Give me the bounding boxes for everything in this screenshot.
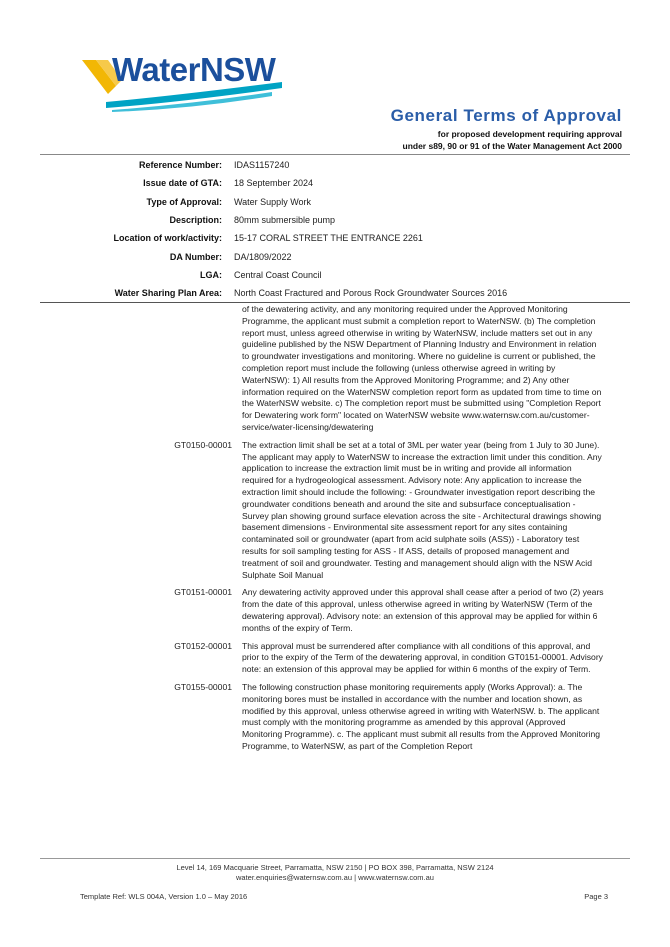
condition-item bbox=[88, 587, 604, 634]
condition-code: GT0152-00001 bbox=[174, 640, 232, 651]
detail-label: Description: bbox=[169, 215, 222, 226]
approval-details bbox=[40, 156, 630, 302]
detail-value: 15-17 CORAL STREET THE ENTRANCE 2261 bbox=[234, 233, 423, 244]
logo-text: WaterNSW bbox=[112, 51, 276, 88]
footer-divider bbox=[40, 858, 630, 859]
detail-label: Issue date of GTA: bbox=[143, 178, 222, 189]
detail-row-lga bbox=[40, 266, 630, 284]
detail-value: 18 September 2024 bbox=[234, 178, 314, 189]
detail-label: Reference Number: bbox=[138, 160, 222, 171]
condition-code: GT0151-00001 bbox=[174, 587, 232, 598]
header-divider bbox=[40, 154, 630, 155]
page-subtitle bbox=[403, 128, 623, 152]
footer-address bbox=[0, 863, 670, 883]
detail-label: Location of work/activity: bbox=[113, 233, 222, 244]
detail-row-water-sharing-plan bbox=[40, 284, 630, 302]
detail-value: DA/1809/2022 bbox=[234, 251, 292, 262]
condition-code: GT0155-00001 bbox=[174, 681, 232, 692]
detail-row-da-number bbox=[40, 247, 630, 265]
condition-code: GT0150-00001 bbox=[174, 439, 232, 450]
condition-text: The following construction phase monitoring requirements apply (Works Approval): a. The monitoring bores must be installed in accordance with the number and location shown, as modified by this approval, unless otherwise agreed in writing with WaterNSW. b. The applicant must comply with the monitoring programme as amended by this approval (Approved Monitoring Programme). c. The applicant must submit all results from the Approved Monitoring Programme, to WaterNSW, as part of the Completion Report bbox=[242, 681, 601, 751]
footer-address-line-2: water.enquiries@waternsw.com.au | www.waternsw.com.au bbox=[236, 873, 434, 882]
detail-value: Water Supply Work bbox=[234, 196, 312, 207]
subtitle-line-2: under s89, 90 or 91 of the Water Management Act 2000 bbox=[402, 141, 622, 151]
detail-row-type bbox=[40, 193, 630, 211]
subtitle-line-1: for proposed development requiring approval bbox=[437, 129, 622, 139]
detail-row-reference bbox=[40, 156, 630, 174]
page-number: Page 3 bbox=[584, 892, 608, 901]
detail-value: Central Coast Council bbox=[234, 269, 322, 280]
conditions-list bbox=[88, 304, 604, 759]
condition-text: This approval must be surrendered after compliance with all conditions of this approval, and prior to the expiry of the Term of the dewatering approval, in condition GT0151-00001. Advisory note: an extension of this approval may be applied for within 6 months of the expiry of Term. bbox=[242, 640, 603, 675]
template-reference: Template Ref: WLS 004A, Version 1.0 – May 2016 bbox=[80, 892, 248, 901]
detail-value: North Coast Fractured and Porous Rock Groundwater Sources 2016 bbox=[234, 288, 508, 299]
condition-text: The extraction limit shall be set at a total of 3ML per water year (being from 1 July to 30 June). The applicant may apply to WaterNSW to increase the extraction limit under this condition. Any application to increase the extraction limit must be in writing and provide all information required for a hydrogeological assessment. Advisory note: Any application to increase the extraction limit should include the following: - Groundwater investigation report describing the groundwater conditions beneath and around the site and subsurface conceptualisation - Survey plan showing ground surface elevation across the site - Architectural drawings showing basement dimensions - Environmental site assessment report for any sites containing contaminated soil or groundwater (apart from acid sulphate soils (ASS)) - Laboratory test results for soil sampling testing for ASS - If ASS, details of proposed management and treatment of soil and groundwater. Testing and management should align with the NSW Acid Sulphate Soil Manual bbox=[242, 439, 602, 580]
detail-row-issue-date bbox=[40, 174, 630, 192]
page-title: General Terms of Approval bbox=[390, 106, 622, 125]
condition-code bbox=[88, 304, 242, 434]
condition-item bbox=[88, 440, 604, 582]
detail-row-location bbox=[40, 229, 630, 247]
condition-item bbox=[88, 641, 604, 676]
condition-item bbox=[88, 304, 604, 434]
detail-label: LGA: bbox=[200, 269, 222, 280]
detail-value: 80mm submersible pump bbox=[234, 215, 336, 226]
condition-text: of the dewatering activity, and any monitoring required under the Approved Monitoring Programme, the applicant must submit a completion report to WaterNSW. (b) The completion report must, unless agreed otherwise in writing by WaterNSW, include matters set out in any guideline published by the NSW Department of Planning Industry and Environment in relation to groundwater investigations and monitoring. Where no guideline is current or published, the completion report must include the following (unless otherwise agreed in writing by WaterNSW): 1) All results from the Approved Monitoring Programme; and 2) Any other information required on the WaterNSW completion report form as updated from time to time on the WaterNSW website. c) The completion report must be submitted using "Completion Report for Dewatering work form" located on WaterNSW website www.waternsw.com.au/customer-service/water-licensing/dewatering bbox=[242, 304, 602, 432]
detail-label: Water Sharing Plan Area: bbox=[114, 288, 222, 299]
detail-label: Type of Approval: bbox=[146, 196, 222, 207]
detail-label: DA Number: bbox=[169, 251, 222, 262]
detail-value: IDAS1157240 bbox=[234, 160, 290, 171]
footer-address-line-1: Level 14, 169 Macquarie Street, Parramatta, NSW 2150 | PO BOX 398, Parramatta, NSW 2124 bbox=[176, 863, 494, 872]
condition-text: Any dewatering activity approved under this approval shall cease after a period of two (2) years from the date of this approval, unless otherwise agreed in writing by WaterNSW (Term of the dewatering approval). Advisory note: an extension of this approval may be applied for within 6 months of the expiry of Term. bbox=[242, 587, 604, 633]
condition-item bbox=[88, 682, 604, 753]
details-divider bbox=[40, 302, 630, 303]
detail-row-description bbox=[40, 211, 630, 229]
